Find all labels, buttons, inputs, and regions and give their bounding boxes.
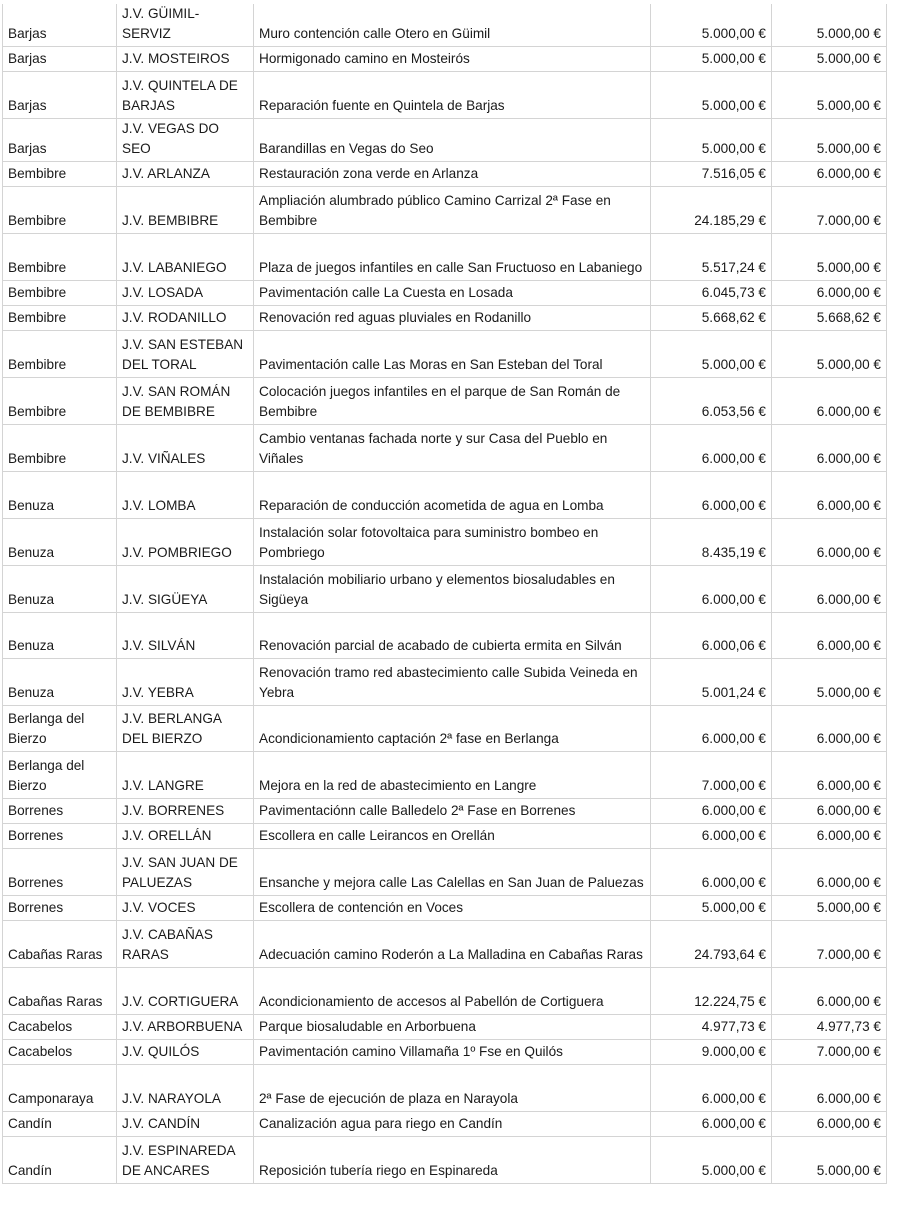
budget-amount-cell: 5.000,00 € <box>651 47 772 72</box>
municipality-cell: Bembibre <box>3 281 117 306</box>
table-row <box>3 162 887 187</box>
project-description-cell: Pavimentación camino Villamaña 1º Fse en Quilós <box>254 1040 651 1065</box>
budget-amount-cell: 6.000,06 € <box>651 613 772 659</box>
budget-amount-cell: 6.000,00 € <box>651 706 772 752</box>
entity-cell: J.V. BORRENES <box>117 799 254 824</box>
grant-amount-cell: 6.000,00 € <box>772 1112 887 1137</box>
project-description-cell: Muro contención calle Otero en Güimil <box>254 4 651 47</box>
grant-amount-cell: 6.000,00 € <box>772 824 887 849</box>
grant-amount-cell: 5.000,00 € <box>772 896 887 921</box>
budget-amount-cell: 5.517,24 € <box>651 234 772 281</box>
project-description-cell: Canalización agua para riego en Candín <box>254 1112 651 1137</box>
municipality-cell: Benuza <box>3 613 117 659</box>
entity-cell: J.V. ORELLÁN <box>117 824 254 849</box>
municipality-cell: Bembibre <box>3 234 117 281</box>
entity-cell: J.V. VIÑALES <box>117 425 254 472</box>
entity-cell: J.V. ESPINAREDA DE ANCARES <box>117 1137 254 1184</box>
project-description-cell: Reparación de conducción acometida de agua en Lomba <box>254 472 651 519</box>
subsidy-table <box>2 4 887 1184</box>
table-row <box>3 306 887 331</box>
project-description-cell: Colocación juegos infantiles en el parque de San Román de Bembibre <box>254 378 651 425</box>
project-description-cell: 2ª Fase de ejecución de plaza en Narayola <box>254 1065 651 1112</box>
entity-cell: J.V. MOSTEIROS <box>117 47 254 72</box>
budget-amount-cell: 6.000,00 € <box>651 799 772 824</box>
table-row <box>3 425 887 472</box>
table-row <box>3 566 887 613</box>
table-row <box>3 1040 887 1065</box>
table-row <box>3 281 887 306</box>
project-description-cell: Barandillas en Vegas do Seo <box>254 119 651 162</box>
project-description-cell: Reparación fuente en Quintela de Barjas <box>254 72 651 119</box>
budget-amount-cell: 6.000,00 € <box>651 566 772 613</box>
project-description-cell: Adecuación camino Roderón a La Malladina en Cabañas Raras <box>254 921 651 968</box>
budget-amount-cell: 5.000,00 € <box>651 119 772 162</box>
entity-cell: J.V. ARBORBUENA <box>117 1015 254 1040</box>
budget-amount-cell: 5.001,24 € <box>651 659 772 706</box>
project-description-cell: Restauración zona verde en Arlanza <box>254 162 651 187</box>
municipality-cell: Benuza <box>3 659 117 706</box>
table-row <box>3 72 887 119</box>
grant-amount-cell: 6.000,00 € <box>772 752 887 799</box>
entity-cell: J.V. QUILÓS <box>117 1040 254 1065</box>
grant-amount-cell: 6.000,00 € <box>772 849 887 896</box>
project-description-cell: Pavimentaciónn calle Balledelo 2ª Fase en Borrenes <box>254 799 651 824</box>
municipality-cell: Cacabelos <box>3 1015 117 1040</box>
project-description-cell: Acondicionamiento captación 2ª fase en Berlanga <box>254 706 651 752</box>
entity-cell: J.V. VEGAS DO SEO <box>117 119 254 162</box>
grant-amount-cell: 5.000,00 € <box>772 119 887 162</box>
grant-amount-cell: 6.000,00 € <box>772 566 887 613</box>
table-row <box>3 119 887 162</box>
table-row <box>3 706 887 752</box>
table-body <box>3 4 887 1184</box>
municipality-cell: Benuza <box>3 519 117 566</box>
budget-amount-cell: 7.516,05 € <box>651 162 772 187</box>
municipality-cell: Candín <box>3 1137 117 1184</box>
project-description-cell: Mejora en la red de abastecimiento en Langre <box>254 752 651 799</box>
municipality-cell: Berlanga del Bierzo <box>3 752 117 799</box>
table-row <box>3 799 887 824</box>
municipality-cell: Borrenes <box>3 849 117 896</box>
entity-cell: J.V. BEMBIBRE <box>117 187 254 234</box>
table-row <box>3 331 887 378</box>
project-description-cell: Ampliación alumbrado público Camino Carrizal 2ª Fase en Bembibre <box>254 187 651 234</box>
project-description-cell: Hormigonado camino en Mosteirós <box>254 47 651 72</box>
table-row <box>3 234 887 281</box>
entity-cell: J.V. LANGRE <box>117 752 254 799</box>
project-description-cell: Pavimentación calle La Cuesta en Losada <box>254 281 651 306</box>
municipality-cell: Borrenes <box>3 824 117 849</box>
municipality-cell: Bembibre <box>3 162 117 187</box>
budget-amount-cell: 9.000,00 € <box>651 1040 772 1065</box>
project-description-cell: Cambio ventanas fachada norte y sur Casa del Pueblo en Viñales <box>254 425 651 472</box>
grant-amount-cell: 6.000,00 € <box>772 281 887 306</box>
table-row <box>3 4 887 47</box>
entity-cell: J.V. RODANILLO <box>117 306 254 331</box>
municipality-cell: Borrenes <box>3 896 117 921</box>
project-description-cell: Renovación parcial de acabado de cubierta ermita en Silván <box>254 613 651 659</box>
budget-amount-cell: 5.000,00 € <box>651 4 772 47</box>
table-row <box>3 752 887 799</box>
grant-amount-cell: 6.000,00 € <box>772 162 887 187</box>
budget-amount-cell: 7.000,00 € <box>651 752 772 799</box>
budget-amount-cell: 12.224,75 € <box>651 968 772 1015</box>
entity-cell: J.V. LOMBA <box>117 472 254 519</box>
grant-amount-cell: 6.000,00 € <box>772 378 887 425</box>
municipality-cell: Barjas <box>3 119 117 162</box>
entity-cell: J.V. LOSADA <box>117 281 254 306</box>
grant-amount-cell: 6.000,00 € <box>772 472 887 519</box>
table-row <box>3 659 887 706</box>
budget-amount-cell: 8.435,19 € <box>651 519 772 566</box>
entity-cell: J.V. SIGÜEYA <box>117 566 254 613</box>
project-description-cell: Instalación solar fotovoltaica para suministro bombeo en Pombriego <box>254 519 651 566</box>
budget-amount-cell: 5.000,00 € <box>651 72 772 119</box>
entity-cell: J.V. CANDÍN <box>117 1112 254 1137</box>
municipality-cell: Candín <box>3 1112 117 1137</box>
table-row <box>3 968 887 1015</box>
table-row <box>3 849 887 896</box>
entity-cell: J.V. GÜIMIL-SERVIZ <box>117 4 254 47</box>
grant-amount-cell: 7.000,00 € <box>772 187 887 234</box>
grant-amount-cell: 6.000,00 € <box>772 1065 887 1112</box>
entity-cell: J.V. SAN JUAN DE PALUEZAS <box>117 849 254 896</box>
grant-amount-cell: 5.000,00 € <box>772 4 887 47</box>
table-row <box>3 896 887 921</box>
entity-cell: J.V. ARLANZA <box>117 162 254 187</box>
entity-cell: J.V. NARAYOLA <box>117 1065 254 1112</box>
municipality-cell: Cacabelos <box>3 1040 117 1065</box>
grant-amount-cell: 6.000,00 € <box>772 519 887 566</box>
table-row <box>3 1015 887 1040</box>
budget-amount-cell: 6.045,73 € <box>651 281 772 306</box>
entity-cell: J.V. SAN ESTEBAN DEL TORAL <box>117 331 254 378</box>
entity-cell: J.V. LABANIEGO <box>117 234 254 281</box>
table-row <box>3 187 887 234</box>
budget-amount-cell: 6.000,00 € <box>651 425 772 472</box>
municipality-cell: Bembibre <box>3 378 117 425</box>
municipality-cell: Benuza <box>3 472 117 519</box>
grant-amount-cell: 7.000,00 € <box>772 1040 887 1065</box>
entity-cell: J.V. VOCES <box>117 896 254 921</box>
budget-amount-cell: 6.000,00 € <box>651 1112 772 1137</box>
budget-amount-cell: 6.053,56 € <box>651 378 772 425</box>
grant-amount-cell: 7.000,00 € <box>772 921 887 968</box>
table-row <box>3 519 887 566</box>
budget-amount-cell: 24.185,29 € <box>651 187 772 234</box>
table-row <box>3 472 887 519</box>
municipality-cell: Cabañas Raras <box>3 968 117 1015</box>
project-description-cell: Reposición tubería riego en Espinareda <box>254 1137 651 1184</box>
grant-amount-cell: 5.668,62 € <box>772 306 887 331</box>
grant-amount-cell: 5.000,00 € <box>772 1137 887 1184</box>
budget-amount-cell: 5.668,62 € <box>651 306 772 331</box>
project-description-cell: Ensanche y mejora calle Las Calellas en San Juan de Paluezas <box>254 849 651 896</box>
municipality-cell: Barjas <box>3 4 117 47</box>
grant-amount-cell: 5.000,00 € <box>772 331 887 378</box>
municipality-cell: Berlanga del Bierzo <box>3 706 117 752</box>
entity-cell: J.V. QUINTELA DE BARJAS <box>117 72 254 119</box>
project-description-cell: Renovación red aguas pluviales en Rodanillo <box>254 306 651 331</box>
budget-amount-cell: 24.793,64 € <box>651 921 772 968</box>
grant-amount-cell: 6.000,00 € <box>772 799 887 824</box>
municipality-cell: Bembibre <box>3 306 117 331</box>
grant-amount-cell: 6.000,00 € <box>772 706 887 752</box>
entity-cell: J.V. CABAÑAS RARAS <box>117 921 254 968</box>
grant-amount-cell: 5.000,00 € <box>772 72 887 119</box>
table-row <box>3 921 887 968</box>
entity-cell: J.V. CORTIGUERA <box>117 968 254 1015</box>
municipality-cell: Bembibre <box>3 425 117 472</box>
table-row <box>3 824 887 849</box>
grant-amount-cell: 6.000,00 € <box>772 425 887 472</box>
table-row <box>3 613 887 659</box>
table-row <box>3 1137 887 1184</box>
municipality-cell: Barjas <box>3 47 117 72</box>
grant-amount-cell: 6.000,00 € <box>772 968 887 1015</box>
entity-cell: J.V. BERLANGA DEL BIERZO <box>117 706 254 752</box>
budget-amount-cell: 6.000,00 € <box>651 824 772 849</box>
municipality-cell: Borrenes <box>3 799 117 824</box>
project-description-cell: Acondicionamiento de accesos al Pabellón de Cortiguera <box>254 968 651 1015</box>
budget-amount-cell: 4.977,73 € <box>651 1015 772 1040</box>
budget-amount-cell: 6.000,00 € <box>651 1065 772 1112</box>
municipality-cell: Cabañas Raras <box>3 921 117 968</box>
municipality-cell: Bembibre <box>3 187 117 234</box>
table-row <box>3 1112 887 1137</box>
entity-cell: J.V. POMBRIEGO <box>117 519 254 566</box>
budget-amount-cell: 6.000,00 € <box>651 849 772 896</box>
table-row <box>3 47 887 72</box>
project-description-cell: Renovación tramo red abastecimiento calle Subida Veineda en Yebra <box>254 659 651 706</box>
project-description-cell: Plaza de juegos infantiles en calle San Fructuoso en Labaniego <box>254 234 651 281</box>
budget-amount-cell: 5.000,00 € <box>651 896 772 921</box>
project-description-cell: Instalación mobiliario urbano y elementos biosaludables en Sigüeya <box>254 566 651 613</box>
table-row <box>3 378 887 425</box>
table-row <box>3 1065 887 1112</box>
budget-amount-cell: 5.000,00 € <box>651 331 772 378</box>
entity-cell: J.V. SILVÁN <box>117 613 254 659</box>
grant-amount-cell: 6.000,00 € <box>772 613 887 659</box>
entity-cell: J.V. YEBRA <box>117 659 254 706</box>
municipality-cell: Benuza <box>3 566 117 613</box>
grant-amount-cell: 5.000,00 € <box>772 47 887 72</box>
budget-amount-cell: 6.000,00 € <box>651 472 772 519</box>
project-description-cell: Parque biosaludable en Arborbuena <box>254 1015 651 1040</box>
project-description-cell: Escollera de contención en Voces <box>254 896 651 921</box>
grant-amount-cell: 5.000,00 € <box>772 659 887 706</box>
municipality-cell: Camponaraya <box>3 1065 117 1112</box>
project-description-cell: Pavimentación calle Las Moras en San Esteban del Toral <box>254 331 651 378</box>
municipality-cell: Barjas <box>3 72 117 119</box>
entity-cell: J.V. SAN ROMÁN DE BEMBIBRE <box>117 378 254 425</box>
grant-amount-cell: 4.977,73 € <box>772 1015 887 1040</box>
municipality-cell: Bembibre <box>3 331 117 378</box>
budget-amount-cell: 5.000,00 € <box>651 1137 772 1184</box>
grant-amount-cell: 5.000,00 € <box>772 234 887 281</box>
project-description-cell: Escollera en calle Leirancos en Orellán <box>254 824 651 849</box>
